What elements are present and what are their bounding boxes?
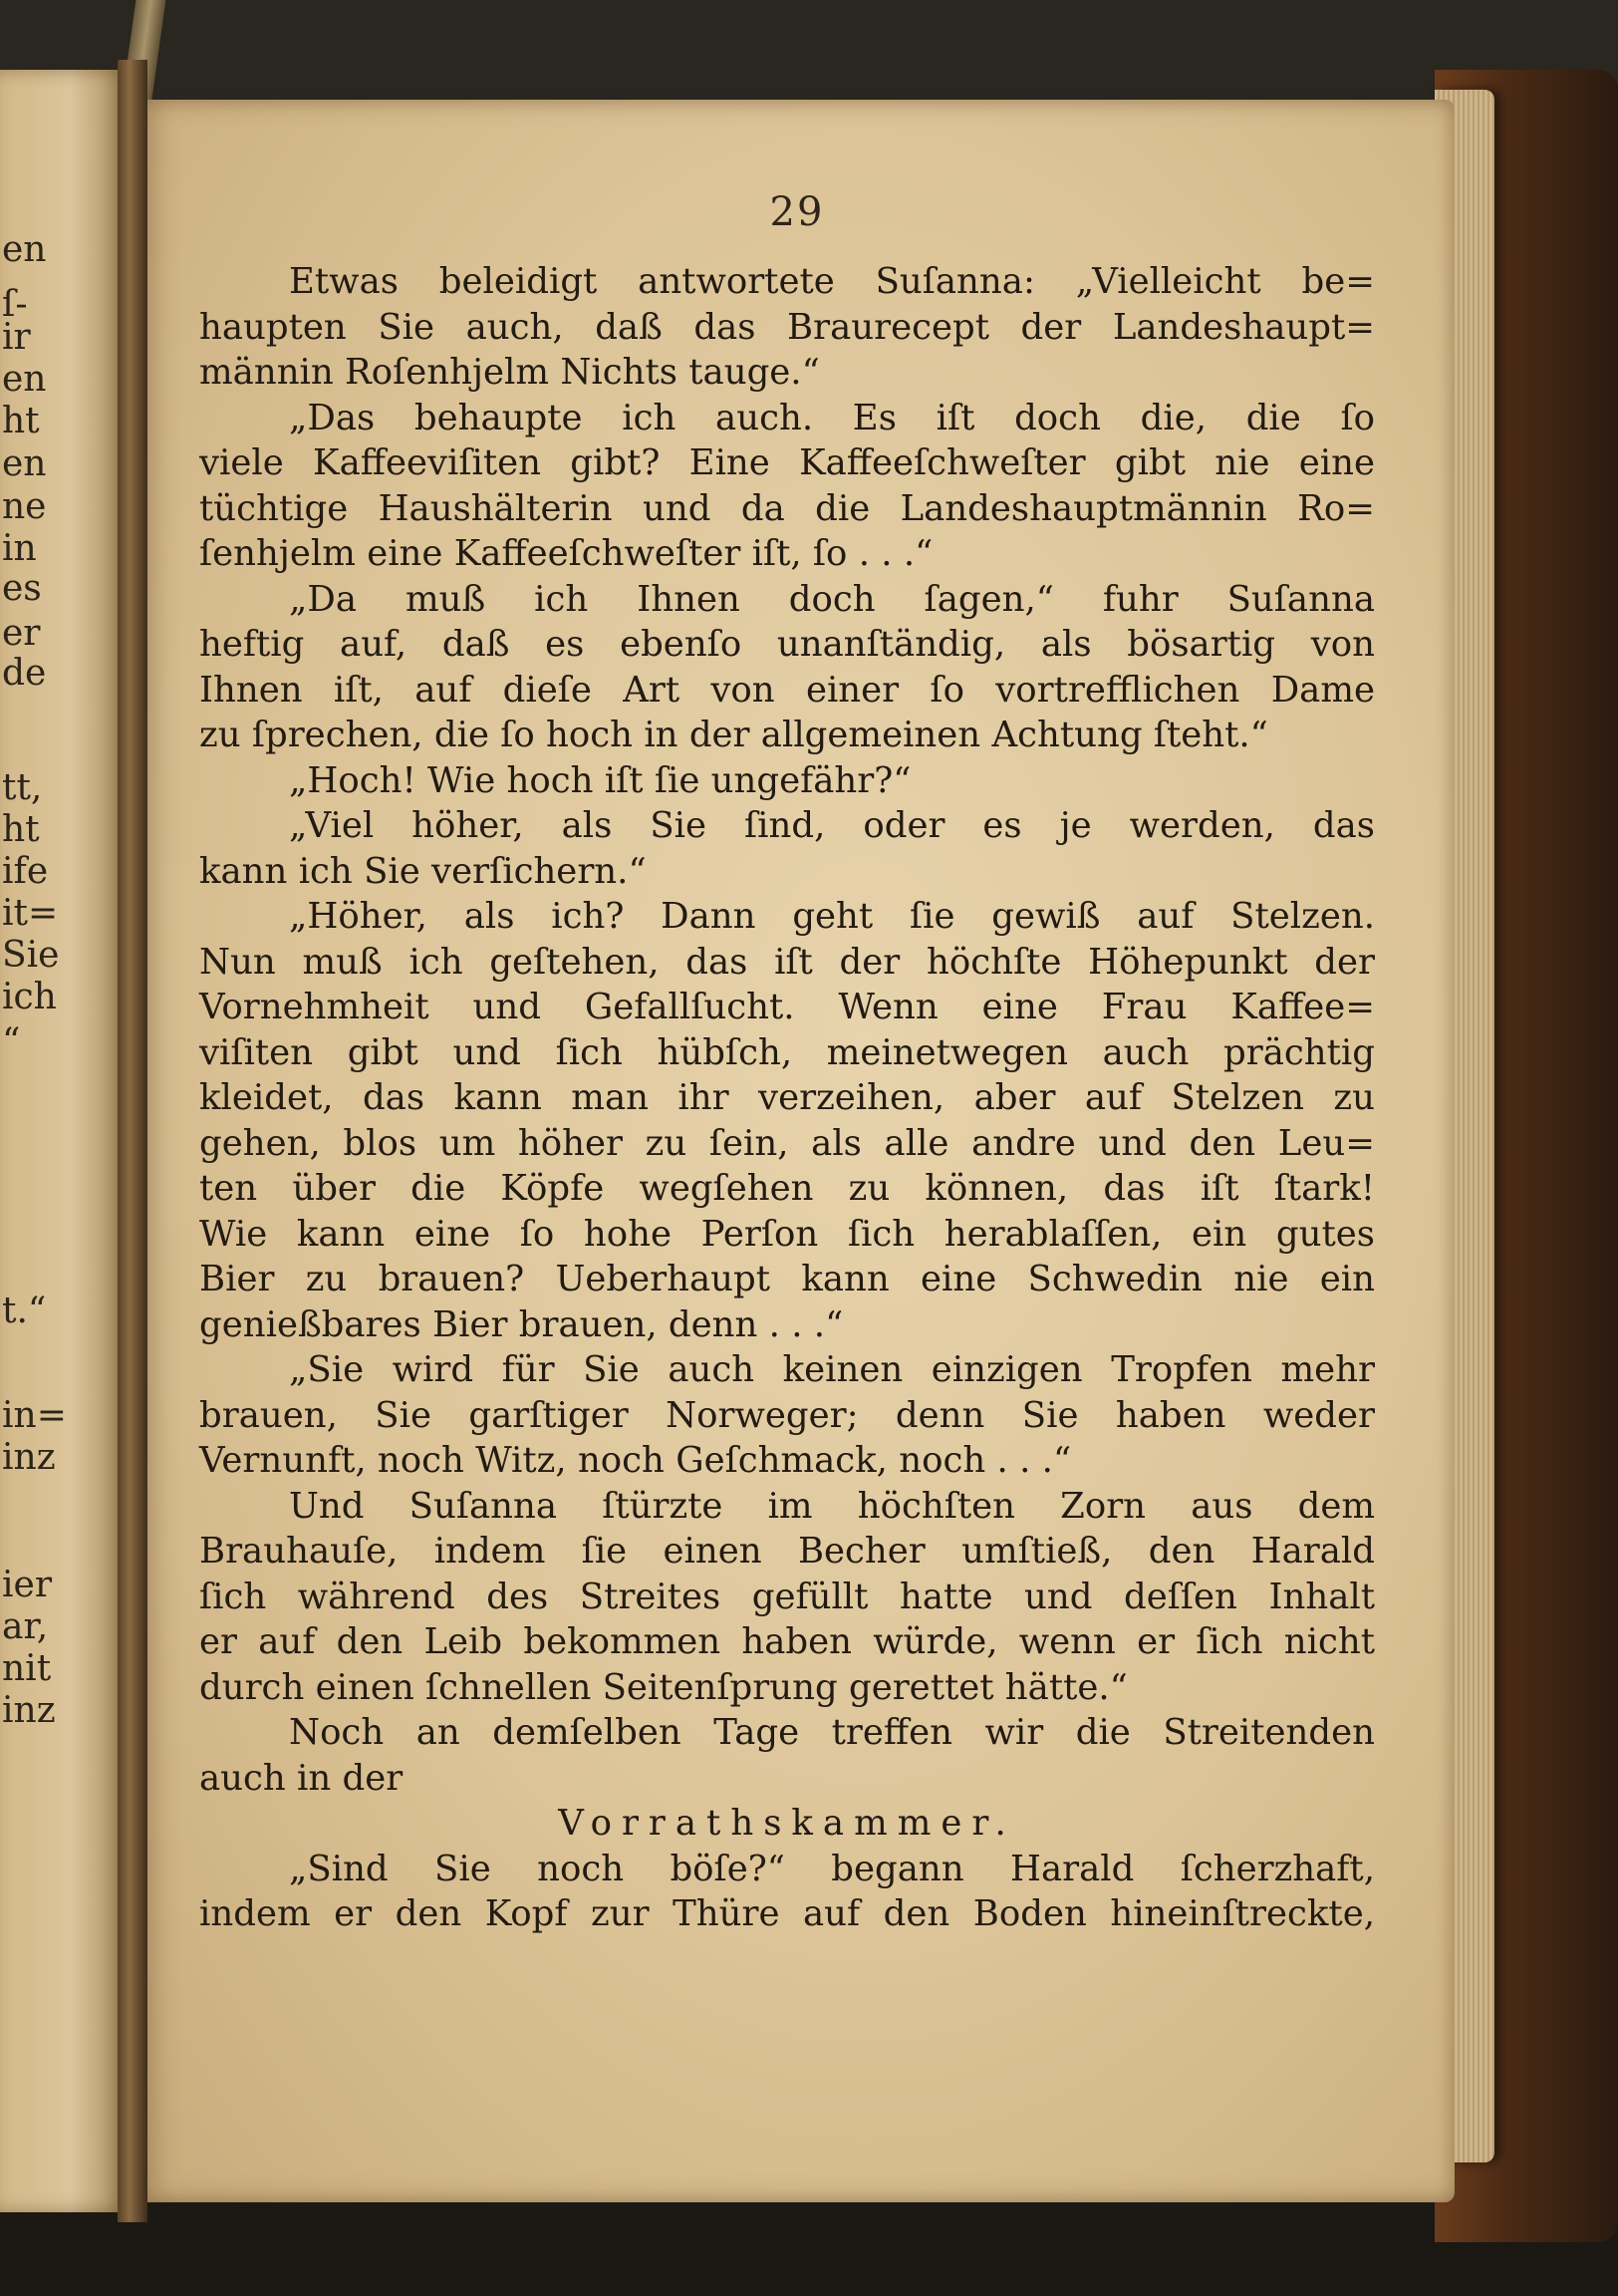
left-page-fragment: it= (2, 893, 59, 934)
text-line: ſich während des Streites gefüllt hatte und deſſen Inhalt (199, 1576, 1375, 1617)
left-page-fragment: in= (2, 1395, 67, 1436)
text-line: ſenhjelm eine Kaffeeſchweſter iſt, ſo . . .“ (199, 533, 934, 574)
text-line: Etwas beleidigt antwortete Suſanna: „Vielleicht be= (289, 261, 1375, 302)
text-line: Brauhauſe, indem ſie einen Becher umſtieß, den Harald (199, 1531, 1375, 1572)
left-page-fragment: ier (2, 1565, 53, 1605)
text-line: ten über die Köpfe wegſehen zu können, das iſt ſtark! (199, 1168, 1375, 1209)
left-page-fragment: nit (2, 1648, 52, 1689)
left-page-fragment: ſ- (2, 284, 28, 325)
text-line: „Hoch! Wie hoch iſt ſie ungefähr?“ (289, 759, 912, 801)
text-line: durch einen ſchnellen Seitenſprung gerettet hätte.“ (199, 1666, 1128, 1708)
left-page-fragment: tt, (2, 767, 43, 808)
text-line: Vorrathskammer. (558, 1803, 1016, 1844)
text-line: „Das behaupte ich auch. Es iſt doch die, die ſo (289, 397, 1375, 438)
left-page-fragment: ife (2, 851, 49, 892)
left-page-fragment: de (2, 653, 47, 694)
left-page-fragment: “ (2, 1021, 21, 1062)
text-line: gehen, blos um höher zu ſein, als alle andre und den Leu= (199, 1122, 1375, 1164)
text-line: haupten Sie auch, daß das Braurecept der Landeshaupt= (199, 306, 1375, 348)
left-page-fragment: ht (2, 401, 40, 441)
text-line: „Da muß ich Ihnen doch ſagen,“ fuhr Suſanna (289, 578, 1375, 620)
text-line: „Viel höher, als Sie ſind, oder es je werden, das (289, 805, 1375, 846)
left-page-fragment: es (2, 568, 42, 609)
text-line: Bier zu brauen? Ueberhaupt kann eine Schwedin nie ein (199, 1259, 1375, 1299)
left-page-fragment: inz (2, 1690, 56, 1731)
page-text (199, 259, 1375, 1937)
left-page-fragment: en (2, 359, 47, 400)
left-page-fragment: en (2, 443, 47, 484)
text-line: viſiten gibt und ſich hübſch, meinetwegen auch prächtig (199, 1031, 1375, 1073)
text-line: er auf den Leib bekommen haben würde, wenn er ſich nicht (199, 1621, 1375, 1662)
text-line: Vernunft, noch Witz, noch Geſchmack, noch . . .“ (199, 1440, 1072, 1481)
book-gutter (118, 60, 147, 2222)
text-line: brauen, Sie garſtiger Norweger; denn Sie haben weder (199, 1394, 1375, 1436)
text-line: viele Kaffeeviſiten gibt? Eine Kaffeeſchweſter gibt nie eine (199, 442, 1375, 483)
text-line: zu ſprechen, die ſo hoch in der allgemeinen Achtung ſteht.“ (199, 715, 1268, 755)
left-page-fragment: ht (2, 809, 40, 850)
left-page-fragment: en (2, 229, 47, 270)
text-line: „Sie wird für Sie auch keinen einzigen Tropfen mehr (289, 1349, 1375, 1390)
book-page (139, 100, 1455, 2202)
text-line: kann ich Sie verſichern.“ (199, 850, 647, 892)
left-page-edge (0, 70, 128, 2212)
text-line: Vornehmheit und Gefallſucht. Wenn eine Frau Kaffee= (199, 987, 1375, 1027)
left-page-fragment: ne (2, 486, 47, 527)
text-line: Nun muß ich geſtehen, das iſt der höchſte Höhepunkt der (199, 941, 1375, 983)
text-line: Wie kann eine ſo hohe Perſon ſich herablaſſen, ein gutes (199, 1213, 1375, 1255)
text-line: auch in der (199, 1757, 404, 1799)
text-line: kleidet, das kann man ihr verzeihen, aber auf Stelzen zu (199, 1077, 1375, 1118)
left-page-fragment: er (2, 613, 41, 654)
text-line: „Höher, als ich? Dann geht ſie gewiß auf Stelzen. (289, 896, 1375, 937)
left-page-fragment: inz (2, 1437, 56, 1478)
text-line: genießbares Bier brauen, denn . . .“ (199, 1303, 844, 1345)
text-line: Ihnen iſt, auf dieſe Art von einer ſo vortrefflichen Dame (199, 669, 1375, 711)
text-line: Noch an demſelben Tage treffen wir die Streitenden (289, 1712, 1375, 1753)
text-line: indem er den Kopf zur Thüre auf den Boden hineinſtreckte, (199, 1893, 1375, 1934)
left-page-fragment: ich (2, 977, 57, 1017)
left-page-fragment: in (2, 528, 37, 569)
text-line: Und Suſanna ſtürzte im höchſten Zorn aus dem (289, 1485, 1375, 1527)
left-page-fragment: t.“ (2, 1291, 47, 1331)
text-line: männin Roſenhjelm Nichts tauge.“ (199, 352, 820, 393)
left-page-fragment: Sie (2, 935, 60, 976)
left-page-fragment: ar, (2, 1606, 49, 1647)
text-line: „Sind Sie noch böſe?“ begann Harald ſcherzhaft, (289, 1848, 1375, 1889)
text-line: heftig auf, daß es ebenſo unanſtändig, als bösartig von (199, 624, 1375, 665)
page-number: 29 (769, 189, 825, 235)
left-page-fragment: ir (2, 317, 31, 358)
text-line: tüchtige Haushälterin und da die Landeshauptmännin Ro= (199, 487, 1375, 529)
